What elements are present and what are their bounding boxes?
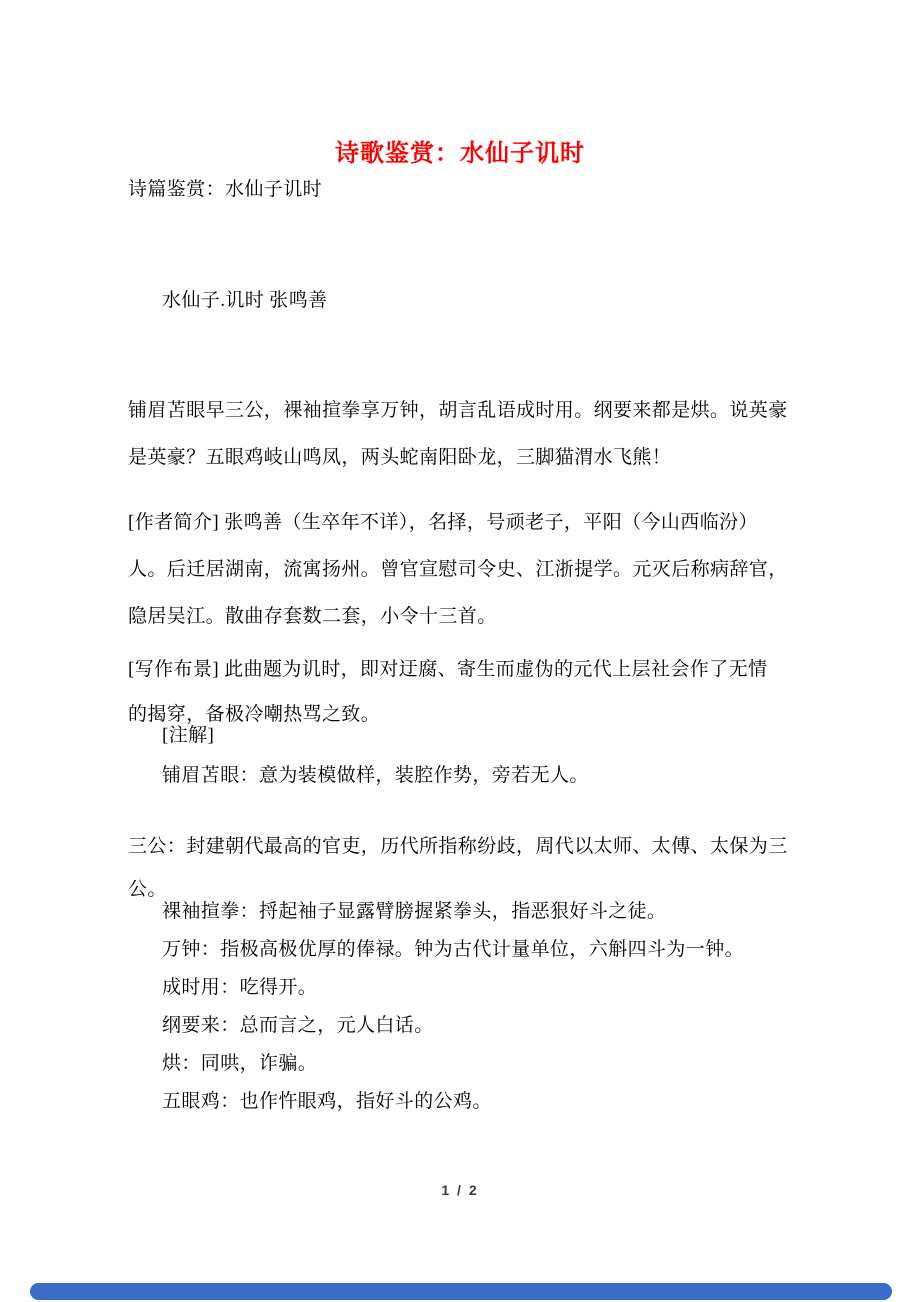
horizontal-scrollbar-thumb[interactable] — [30, 1283, 892, 1300]
author-bio-line: 人。后迁居湖南，流寓扬州。曾官宣慰司令史、江浙提学。元灭后称病辞官， — [128, 559, 788, 580]
page-number-indicator: 1 / 2 — [441, 1182, 479, 1198]
note-text: 三公：封建朝代最高的官吏，历代所指称纷歧，周代以太师、太傅、太保为三 — [128, 836, 788, 857]
note-text: 裸袖揎拳：捋起袖子显露臂膀握紧拳头，指恶狠好斗之徒。 — [162, 901, 667, 922]
subtitle-text: 诗篇鉴赏：水仙子讥时 — [128, 179, 323, 200]
poem-text-line: 铺眉苫眼早三公，裸袖揎拳享万钟，胡言乱语成时用。纲要来都是烘。说英豪 — [128, 400, 788, 421]
poem-text-paragraph — [128, 387, 810, 481]
writing-background-line: 的揭穿，备极冷嘲热骂之致。 — [128, 704, 381, 725]
note-item — [128, 762, 844, 790]
notes-heading — [128, 722, 844, 750]
poem-heading-paragraph — [128, 287, 844, 315]
poem-heading-text: 水仙子.讥时 张鸣善 — [162, 290, 328, 311]
note-text: 五眼鸡：也作忤眼鸡，指好斗的公鸡。 — [162, 1091, 492, 1112]
note-item — [128, 898, 844, 926]
note-text: 公。 — [128, 879, 167, 900]
author-bio-paragraph — [128, 499, 810, 640]
note-text: 万钟：指极高极优厚的俸禄。钟为古代计量单位，六斛四斗为一钟。 — [162, 939, 745, 960]
note-text: 烘：同哄，诈骗。 — [162, 1053, 318, 1074]
note-text: 铺眉苫眼：意为装模做样，装腔作势，旁若无人。 — [162, 765, 589, 786]
note-item — [128, 1088, 844, 1116]
poem-text-line: 是英豪？五眼鸡岐山鸣凤，两头蛇南阳卧龙，三脚猫渭水飞熊！ — [128, 447, 672, 468]
author-bio-line: [作者简介] 张鸣善（生卒年不详），名择，号顽老子，平阳（今山西临汾） — [128, 512, 758, 533]
note-text: 成时用：吃得开。 — [162, 977, 318, 998]
document-title: 诗歌鉴赏：水仙子讥时 — [335, 141, 585, 167]
writing-background-line: [写作布景] 此曲题为讥时，即对迂腐、寄生而虚伪的元代上层社会作了无情 — [128, 659, 768, 680]
note-item — [128, 1012, 844, 1040]
note-text: 纲要来：总而言之，元人白话。 — [162, 1015, 434, 1036]
notes-heading-text: [注解] — [162, 725, 215, 746]
subtitle-paragraph — [128, 176, 810, 204]
note-item — [128, 936, 844, 964]
author-bio-line: 隐居吴江。散曲存套数二套，小令十三首。 — [128, 606, 497, 627]
note-item — [128, 1050, 844, 1078]
note-item — [128, 974, 844, 1002]
